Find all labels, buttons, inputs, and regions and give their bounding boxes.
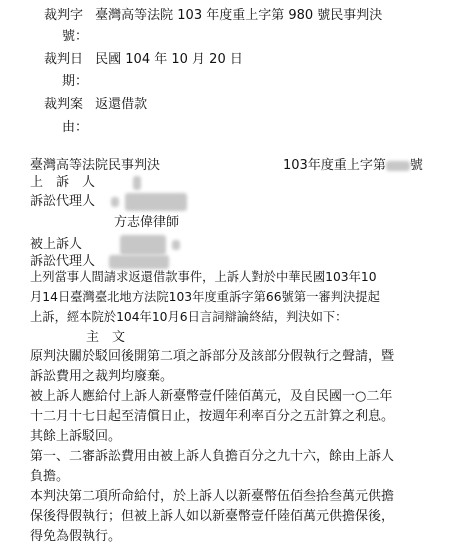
case-number-label-tail: 號： [62,29,89,44]
redacted-name [111,197,119,207]
judgment-body [30,347,444,547]
appellant-agent-label: 訴訟代理人 [30,194,96,209]
judgment-date-label-tail: 期： [62,74,89,89]
judgment-line: 第一、二審訴訟費用由被上訴人負擔百分之九十六，餘由上訴人 [30,449,395,464]
judgment-date-row [44,52,243,68]
appellant-agent-row [30,190,187,211]
case-cause-value: 返還借款 [95,97,148,112]
judgment-line: 十二月十七日起至清償日止，按週年利率百分之五計算之利息。 [30,409,395,424]
redacted-number [386,161,410,171]
intro-paragraph [30,267,444,327]
intro-line: 上列當事人間請求返還借款事件，上訴人對於中華民國103年10 [30,270,377,284]
judgment-line: 訴訟費用之裁判均廢棄。 [30,369,174,384]
intro-line: 月14日臺灣臺北地方法院103年度重訴字第66號第一審判決提起 [30,290,380,304]
case-number-suffix: 號 [409,158,423,173]
case-number-header [283,154,423,173]
court-title: 臺灣高等法院民事判決 [30,158,161,173]
case-number-row [44,8,382,24]
judgment-line: 原判決關於駁回後開第二項之訴部分及該部分假執行之聲請，暨 [30,349,395,364]
redacted-name [133,176,141,190]
appellant-row [30,171,141,190]
judgment-line: 被上訴人應給付上訴人新臺幣壹仟陸佰萬元，及自民國一○二年 [30,389,393,404]
judgment-line: 本判決第二項所命給付，於上訴人以新臺幣伍佰叁拾叁萬元供擔 [30,489,395,504]
redacted-name [172,240,180,250]
appellee-label: 被上訴人 [30,237,83,252]
lawyer-name: 方志偉律師 [114,215,180,230]
case-number-value: 臺灣高等法院 103 年度重上字第 980 號民事判決 [95,8,383,23]
judgment-date-value: 民國 104 年 10 月 20 日 [95,52,243,67]
case-number-prefix: 103年度重上字第 [283,158,386,173]
intro-line: 上訴，經本院於104年10月6日言詞辯論終結，判決如下： [30,310,348,324]
case-number-label: 裁判字 [44,8,84,23]
case-cause-label-tail: 由： [62,120,89,135]
appellant-label: 上 訴 人 [30,175,96,190]
appellee-agent-label: 訴訟代理人 [30,254,96,269]
judgment-line: 得免為假執行。 [30,529,122,544]
case-cause-label: 裁判案 [44,97,84,112]
case-cause-row [44,97,147,113]
judgment-line: 負擔。 [30,469,70,484]
redacted-name [125,193,187,211]
judgment-line: 其餘上訴駁回。 [30,429,122,444]
judgment-line: 保後得假執行；但被上訴人如以新臺幣壹仟陸佰萬元供擔保後， [30,509,395,524]
judgment-date-label: 裁判日 [44,52,84,67]
main-text-heading: 主 文 [86,330,126,345]
